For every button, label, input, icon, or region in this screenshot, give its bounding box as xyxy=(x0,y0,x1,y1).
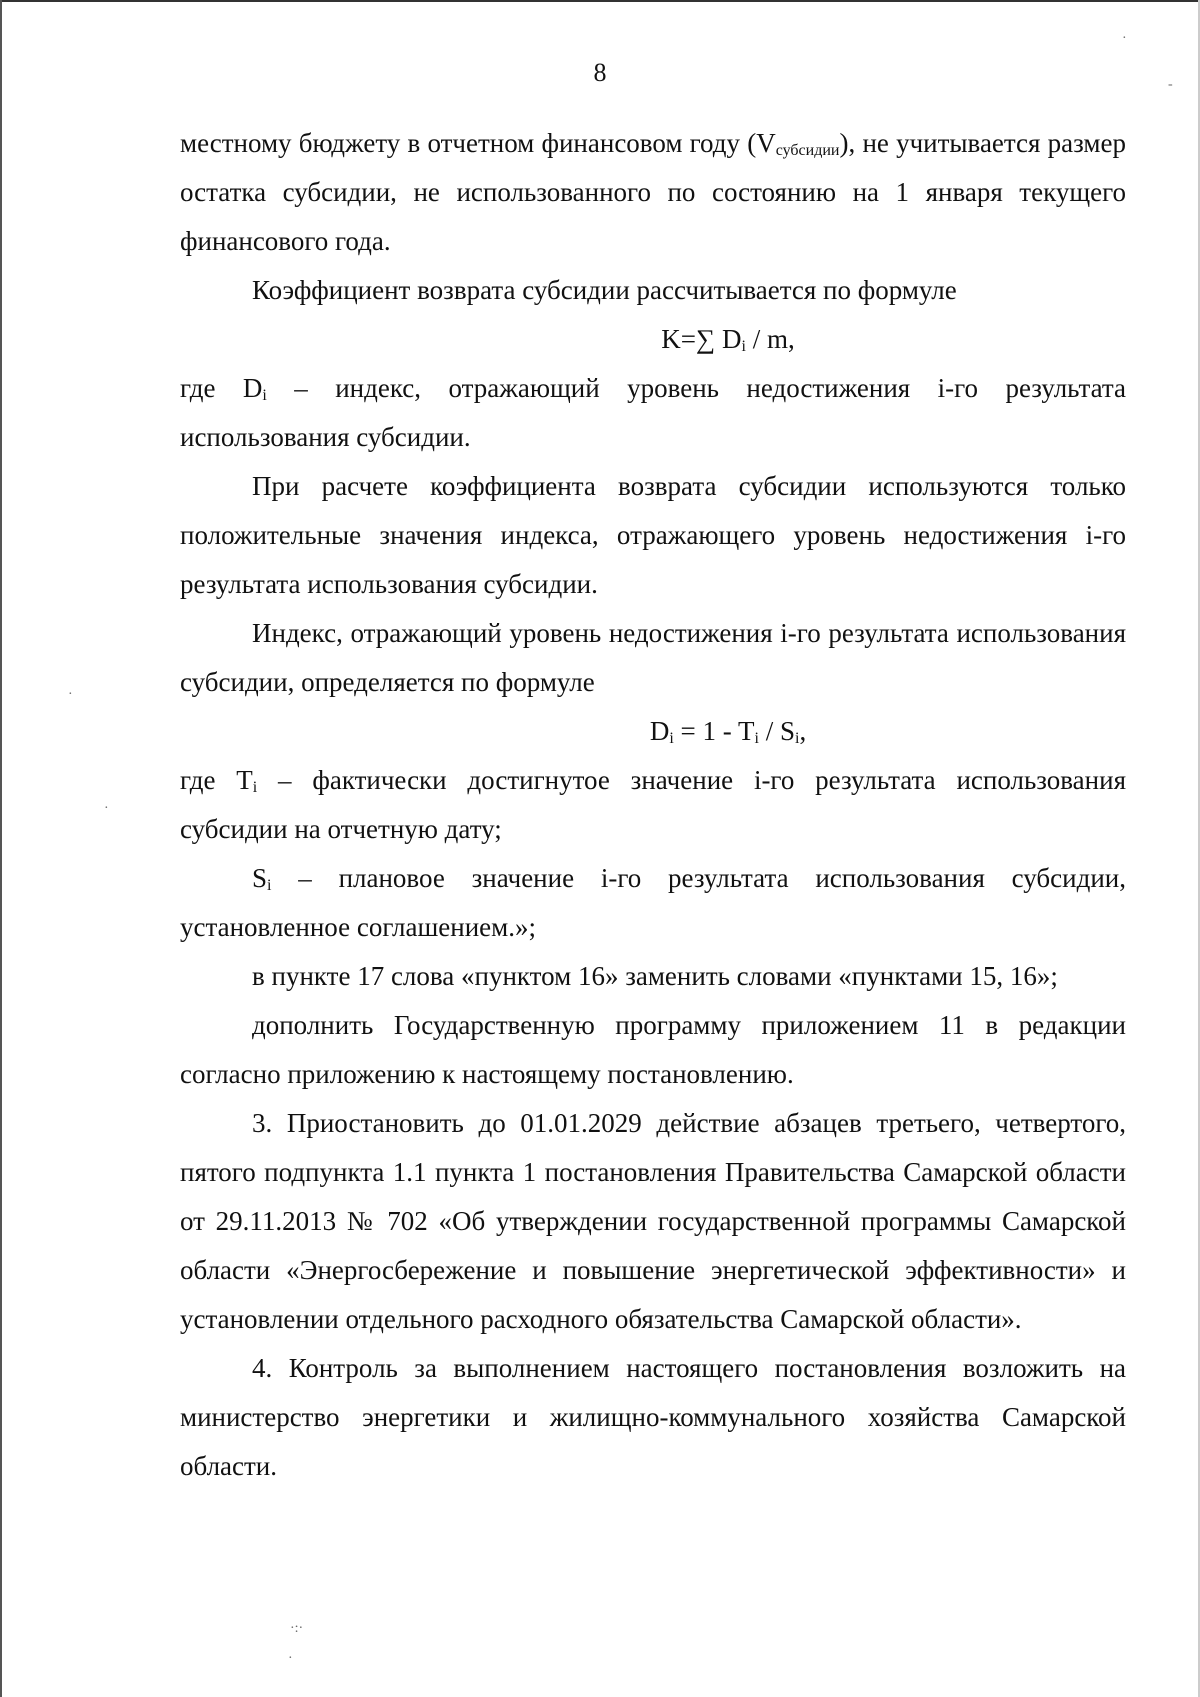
subscript: i xyxy=(669,729,674,747)
subscript: i xyxy=(794,729,800,747)
paragraph-subsidy-balance xyxy=(180,119,1126,266)
scan-speck: - xyxy=(1168,77,1173,92)
page-edge-top xyxy=(0,0,1200,2)
text: – плановое значение i-го результата использования субсидии, установленное соглашением.»; xyxy=(180,862,1126,942)
text: местному бюджету в отчетном финансовом году (V xyxy=(180,127,776,158)
scan-speck: · xyxy=(68,687,73,702)
scan-speck: · xyxy=(1122,31,1127,46)
formula-index xyxy=(180,707,1126,756)
paragraph-index-intro: Индекс, отражающий уровень недостижения i-го результата использования субсидии, определяется по формуле xyxy=(180,617,1126,697)
text: ), не учитывается размер остатка субсидии, не использованного по состоянию на 1 января текущего финансового года. xyxy=(180,127,1127,256)
formula-coefficient xyxy=(180,315,1126,364)
formula-text: = 1 - T xyxy=(673,715,755,746)
subscript: субсидии xyxy=(775,141,840,159)
scan-speck: ·:· xyxy=(290,1621,304,1636)
formula-text: D xyxy=(649,715,670,746)
scan-speck: · xyxy=(104,801,109,816)
formula-text: , xyxy=(799,715,807,746)
page-number: 8 xyxy=(593,58,607,87)
text: где D xyxy=(180,372,263,403)
text: – фактически достигнутое значение i-го результата использования субсидии на отчетную дату; xyxy=(180,764,1126,844)
formula-text: K=∑ D xyxy=(661,323,742,354)
text: где T xyxy=(180,764,253,795)
text: S xyxy=(252,862,268,893)
subscript: i xyxy=(741,337,746,355)
paragraph-section-3: 3. Приостановить до 01.01.2029 действие абзацев третьего, четвертого, пятого подпункта 1.1 пункта 1 постановления Правительства Самарской области от 29.11.2013 № 702 «Об утверждении государственной программы Самарской области «Энергосбережение и повышение энергетической эффективности» и установлении отдельного расходного обязательства Самарской области». xyxy=(180,1107,1126,1334)
paragraph-appendix-11: дополнить Государственную программу приложением 11 в редакции согласно приложению к настоящему постановлению. xyxy=(180,1009,1126,1089)
paragraph-coefficient-intro: Коэффициент возврата субсидии рассчитывается по формуле xyxy=(252,274,957,305)
document-body xyxy=(180,119,1126,1491)
subscript: i xyxy=(252,778,258,796)
text: – индекс, отражающий уровень недостижения i-го результата использования субсидии. xyxy=(180,372,1126,452)
subscript: i xyxy=(262,386,267,404)
page-edge-left xyxy=(0,0,2,1697)
subscript: i xyxy=(267,876,272,894)
paragraph-positive-values: При расчете коэффициента возврата субсидии используются только положительные значения индекса, отражающего уровень недостижения i-го результата использования субсидии. xyxy=(180,470,1126,599)
formula-text: / m, xyxy=(745,323,795,354)
scan-speck: · xyxy=(288,1651,293,1666)
paragraph-di-definition xyxy=(180,364,1126,462)
formula-text: / S xyxy=(758,715,795,746)
paragraph-section-4: 4. Контроль за выполнением настоящего постановления возложить на министерство энергетики и жилищно-коммунального хозяйства Самарской области. xyxy=(180,1352,1126,1481)
paragraph-item-17: в пункте 17 слова «пунктом 16» заменить словами «пунктами 15, 16»; xyxy=(252,960,1058,991)
subscript: i xyxy=(754,729,759,747)
paragraph-ti-definition xyxy=(180,756,1126,854)
paragraph-si-definition xyxy=(180,854,1126,952)
